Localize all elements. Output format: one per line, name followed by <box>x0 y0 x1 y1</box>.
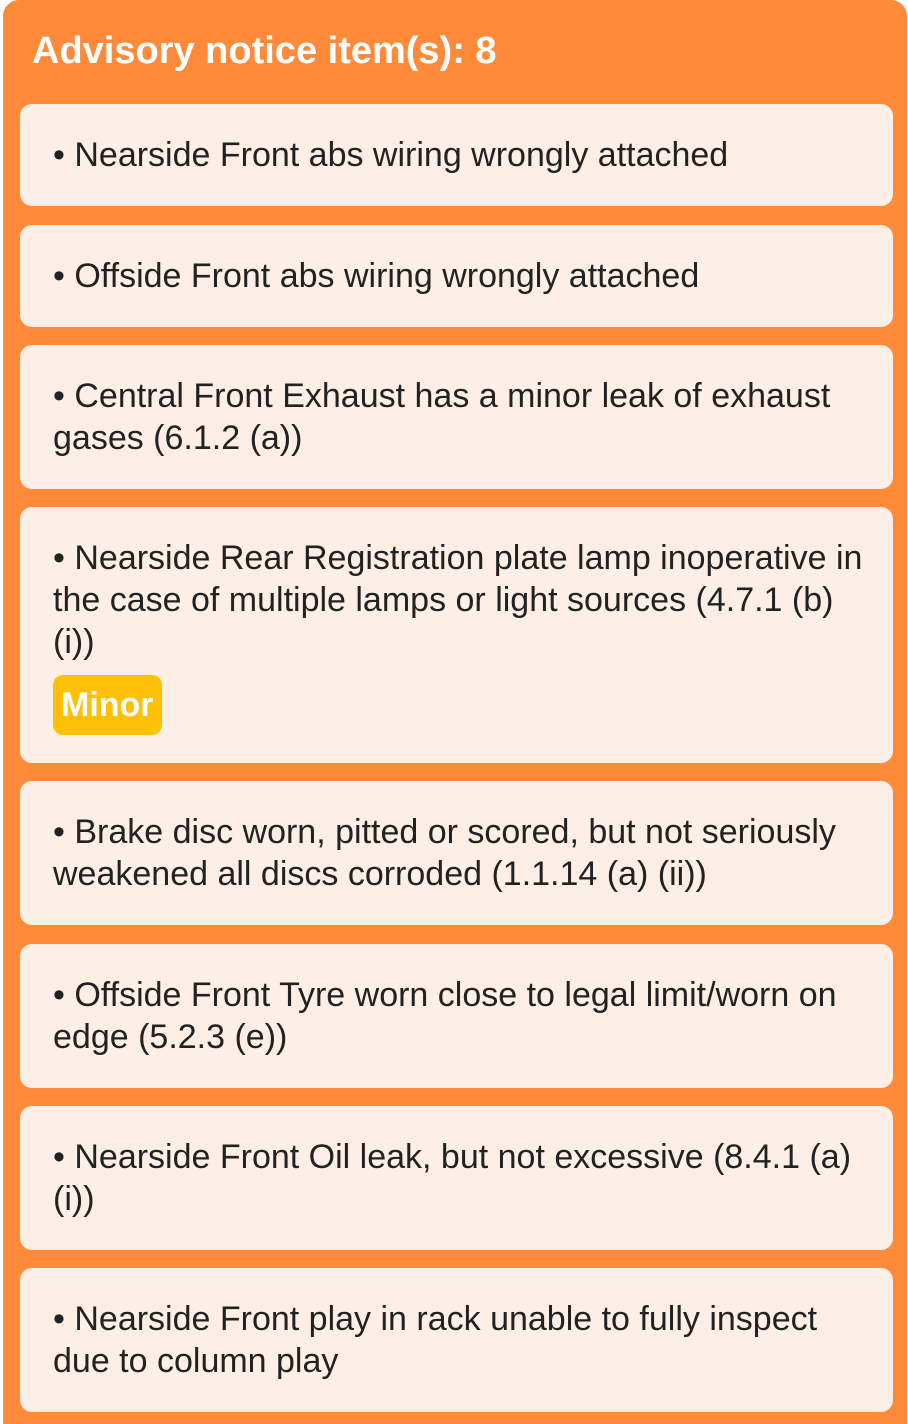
advisory-item-text: • Brake disc worn, pitted or scored, but not seriously weakened all discs corroded (1.1.14 (a) (ii)) <box>53 813 836 893</box>
advisory-item-text: • Offside Front Tyre worn close to legal limit/worn on edge (5.2.3 (e)) <box>53 976 837 1056</box>
advisory-item-text: • Offside Front abs wiring wrongly attached <box>53 257 700 295</box>
advisory-item <box>20 507 893 763</box>
advisory-item <box>20 345 893 489</box>
advisory-item-text: • Nearside Rear Registration plate lamp inoperative in the case of multiple lamps or light sources (4.7.1 (b) (i)) <box>53 539 863 661</box>
advisory-item <box>20 1268 893 1412</box>
advisory-item-text: • Nearside Front Oil leak, but not excessive (8.4.1 (a) (i)) <box>53 1138 852 1218</box>
advisory-title: Advisory notice item(s): 8 <box>32 30 497 72</box>
advisory-panel <box>3 0 907 1424</box>
advisory-item-text: • Nearside Front play in rack unable to fully inspect due to column play <box>53 1300 818 1380</box>
advisory-item <box>20 944 893 1088</box>
severity-badge: Minor <box>53 675 162 735</box>
advisory-item <box>20 104 893 206</box>
advisory-item <box>20 1106 893 1250</box>
advisory-item-text: • Nearside Front abs wiring wrongly attached <box>53 136 729 174</box>
advisory-item-text: • Central Front Exhaust has a minor leak of exhaust gases (6.1.2 (a)) <box>53 377 831 457</box>
advisory-item <box>20 225 893 327</box>
advisory-item <box>20 781 893 925</box>
